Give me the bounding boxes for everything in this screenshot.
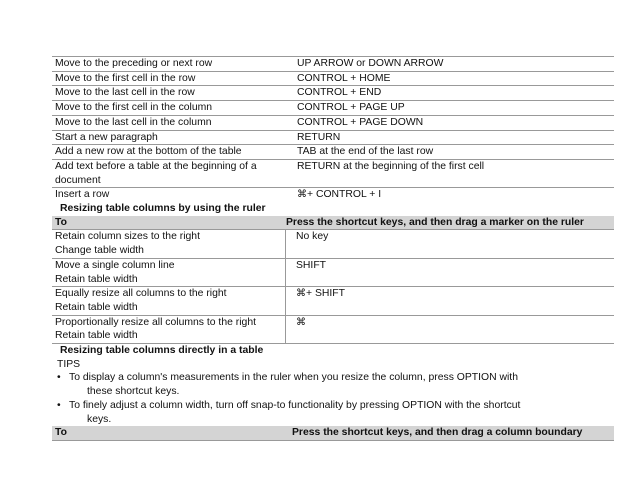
tip-text: To finely adjust a column width, turn off snap-to functionality by pressing OPTION with the shortcut — [69, 399, 521, 411]
keys-cell: CONTROL + PAGE DOWN — [297, 116, 424, 128]
section-heading: Resizing table columns by using the ruler — [60, 203, 266, 215]
action-line: Retain column sizes to the right — [55, 231, 200, 243]
keys-text: + SHIFT — [306, 288, 345, 300]
action-line: Add text before a table at the beginning of a — [55, 160, 257, 172]
action-line: document — [55, 174, 101, 186]
column-header-keys: Press the shortcut keys, and then drag a marker on the ruler — [286, 216, 584, 228]
keys-cell — [286, 188, 614, 202]
table-row — [52, 188, 614, 202]
table-row — [52, 116, 614, 131]
action-cell — [52, 316, 286, 343]
keys-cell: RETURN — [297, 131, 341, 143]
column-header-to: To — [55, 427, 67, 439]
table-header-row — [52, 216, 614, 231]
keys-cell: CONTROL + END — [297, 87, 382, 99]
keys-cell — [286, 287, 614, 314]
section-heading: Resizing table columns directly in a table — [60, 345, 264, 357]
action-line: Retain table width — [55, 301, 138, 313]
table-row — [52, 160, 614, 188]
shortcut-table — [52, 56, 614, 441]
action-line: Move a single column line — [55, 259, 175, 271]
table-row — [52, 287, 614, 315]
action-cell: Insert a row — [55, 189, 110, 201]
action-line: Retain table width — [55, 273, 138, 285]
tip-continuation: keys. — [87, 413, 112, 425]
tip-text: To display a column's measurements in the ruler when you resize the column, press OPTION with — [69, 372, 518, 384]
keys-cell: SHIFT — [296, 259, 327, 271]
keys-cell: RETURN at the beginning of the first cell — [297, 160, 485, 172]
action-cell: Move to the last cell in the row — [55, 87, 195, 99]
tip-item — [52, 399, 614, 413]
tips-label: TIPS — [57, 358, 81, 370]
table-row — [52, 316, 614, 344]
command-key-icon: ⌘ — [297, 189, 307, 201]
action-cell: Start a new paragraph — [55, 131, 158, 143]
action-cell — [52, 259, 286, 286]
command-key-icon: ⌘ — [296, 288, 306, 300]
table-row — [52, 259, 614, 287]
table-row — [52, 57, 614, 72]
keys-text: + CONTROL + I — [307, 189, 382, 201]
table-row — [52, 72, 614, 87]
action-line: Proportionally resize all columns to the right — [55, 316, 256, 328]
action-cell: Move to the preceding or next row — [55, 58, 213, 69]
command-key-icon: ⌘ — [296, 316, 306, 328]
bullet-icon: • — [57, 372, 61, 384]
action-cell: Move to the first cell in the column — [55, 102, 213, 114]
tip-continuation: these shortcut keys. — [87, 386, 180, 398]
action-cell — [52, 160, 286, 187]
action-cell: Add a new row at the bottom of the table — [55, 146, 242, 158]
action-cell: Move to the last cell in the column — [55, 116, 212, 128]
action-cell — [52, 287, 286, 314]
keys-cell: UP ARROW or DOWN ARROW — [297, 58, 444, 69]
keys-cell — [286, 316, 614, 343]
table-row — [52, 101, 614, 116]
table-header-row — [52, 426, 614, 441]
table-row — [52, 230, 614, 258]
keys-cell: CONTROL + HOME — [297, 72, 391, 84]
keys-cell: CONTROL + PAGE UP — [297, 102, 405, 114]
table-row — [52, 131, 614, 146]
keys-cell: TAB at the end of the last row — [297, 146, 434, 158]
action-line: Change table width — [55, 245, 144, 257]
column-header-keys: Press the shortcut keys, and then drag a column boundary — [292, 427, 583, 439]
tip-item — [52, 371, 614, 385]
keys-cell: No key — [296, 231, 329, 243]
bullet-icon: • — [57, 399, 61, 411]
action-cell: Move to the first cell in the row — [55, 72, 196, 84]
action-line: Equally resize all columns to the right — [55, 288, 227, 300]
action-line: Retain table width — [55, 330, 138, 342]
action-cell — [52, 230, 286, 257]
column-header-to: To — [55, 216, 67, 228]
table-row — [52, 145, 614, 160]
table-row — [52, 86, 614, 101]
